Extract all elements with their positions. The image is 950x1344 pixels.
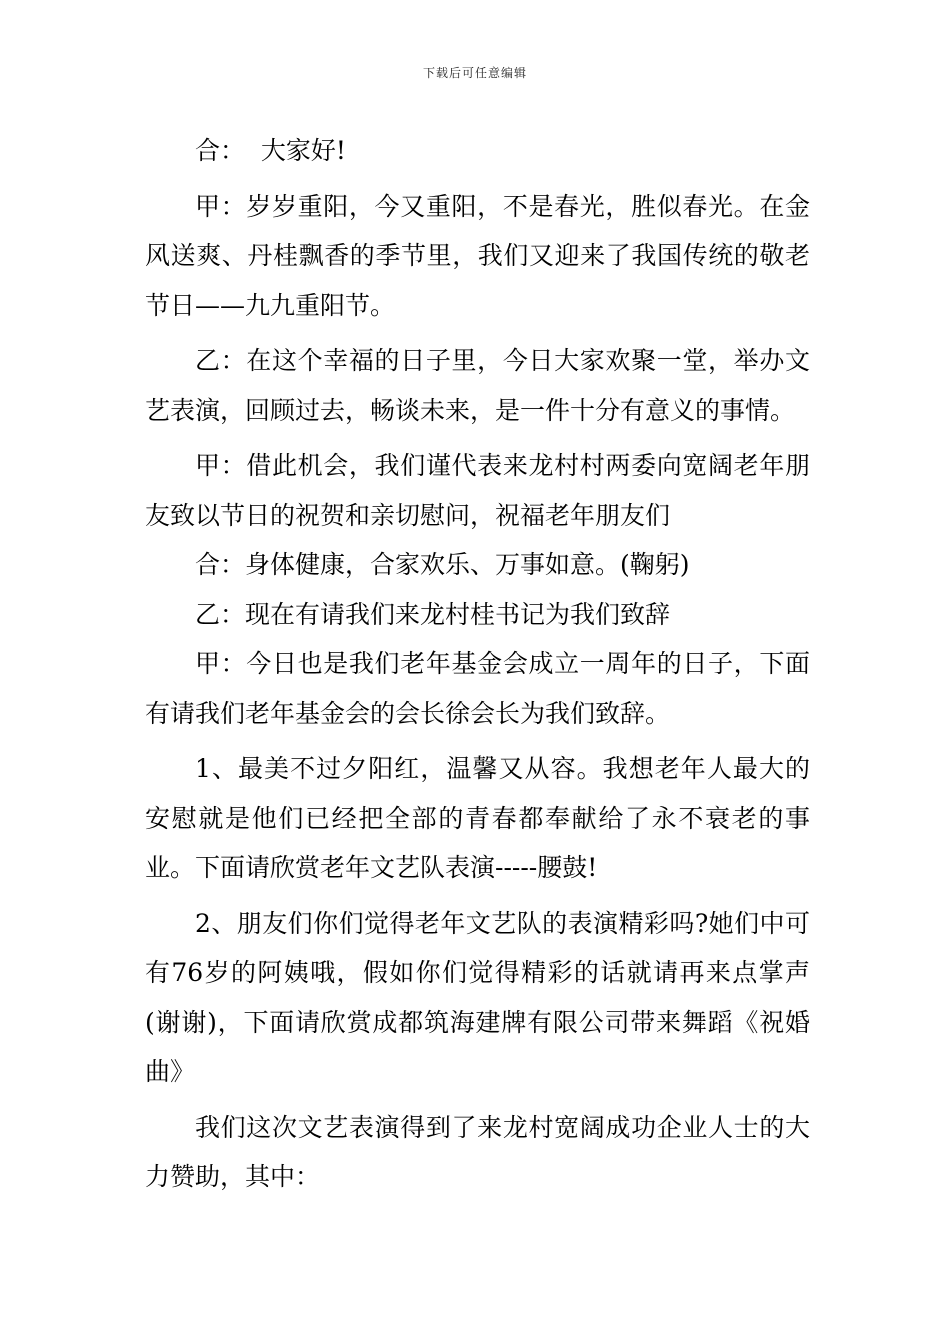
page-header: 下载后可任意编辑: [422, 66, 527, 80]
paragraph-he-wishes: 合：身体健康，合家欢乐、万事如意。(鞠躬): [195, 550, 690, 579]
paragraph-opening-jia: 甲：岁岁重阳，今又重阳，不是春光，胜似春光。在金风送爽、丹桂飘香的季节里，我们又迎来了我国传统的敬老节日——九九重阳节。: [145, 191, 810, 320]
paragraph-jia-greetings: 甲：借此机会，我们谨代表来龙村村两委向宽阔老年朋友致以节日的祝贺和亲切慰问，祝福老年朋友们: [145, 451, 810, 530]
paragraph-item-1: 1、最美不过夕阳红，温馨又从容。我想老年人最大的安慰就是他们已经把全部的青春都奉献给了永不衰老的事业。下面请欣赏老年文艺队表演-----腰鼓!: [145, 754, 810, 882]
paragraph-greeting: 合： 大家好!: [195, 136, 346, 165]
document-body: [145, 126, 810, 1202]
paragraph-yi-invite-secretary: 乙：现在有请我们来龙村桂书记为我们致辞: [195, 599, 671, 629]
paragraph-item-2: 2、朋友们你们觉得老年文艺队的表演精彩吗?她们中可有76岁的阿姨哦，假如你们觉得精彩的话就请再来点掌声(谢谢)，下面请欣赏成都筑海建牌有限公司带来舞蹈《祝婚曲》: [145, 908, 810, 1086]
paragraph-sponsors: 我们这次文艺表演得到了来龙村宽阔成功企业人士的大力赞助，其中：: [145, 1112, 810, 1191]
paragraph-yi-performance: 乙：在这个幸福的日子里，今日大家欢聚一堂，举办文艺表演，回顾过去，畅谈未来，是一件十分有意义的事情。: [145, 346, 810, 425]
paragraph-jia-foundation: 甲：今日也是我们老年基金会成立一周年的日子，下面有请我们老年基金会的会长徐会长为我们致辞。: [145, 649, 810, 728]
